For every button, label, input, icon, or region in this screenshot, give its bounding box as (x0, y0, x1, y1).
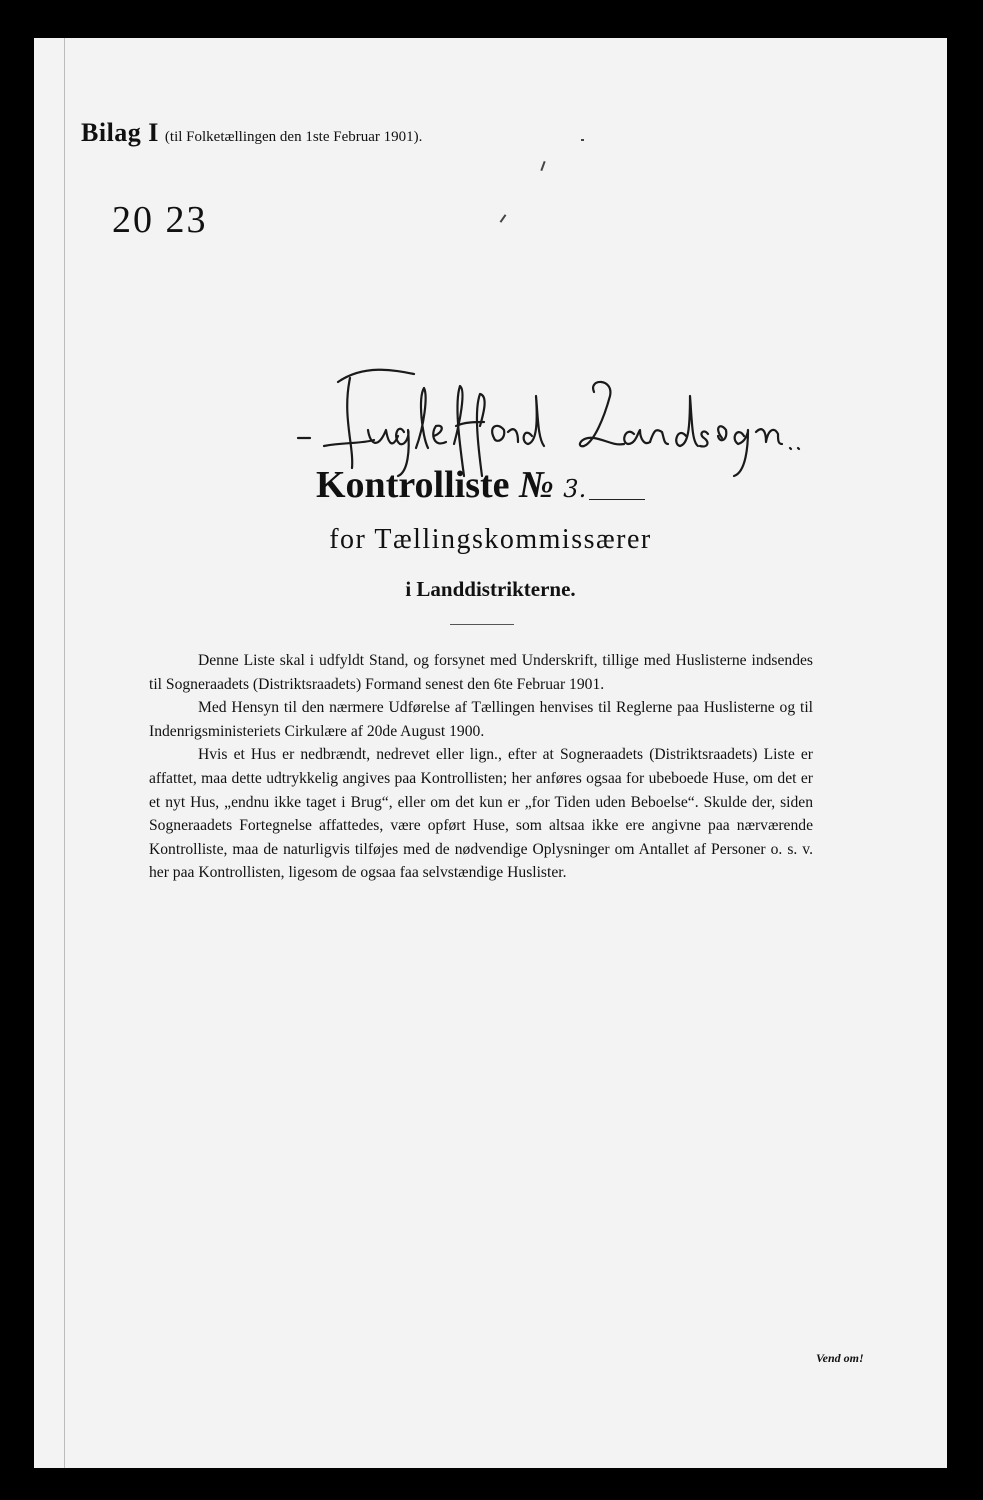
instruction-paragraph: Hvis et Hus er nedbrændt, nedrevet eller lign., efter at Sogneraadets (Distriktsraadets) Liste er affattet, maa dette udtrykkelig angives paa Kontrollisten; her anføres ogsaa for ubeboede Huse, om det er et nyt Hus, „endnu ikke taget i Brug“, eller om det kun er „for Tiden uden Beboelse“. Skulde der, siden Sogneraadets Fortegnelse affattedes, være opført Huse, som altsaa ikke ere angivne paa nærværende Kontrolliste, maa de naturligvis tilføjes med de nødvendige Oplysninger om Antallet af Personer o. s. v. her paa Kontrollisten, ligesom de ogsaa faa selvstændige Huslister. (149, 746, 813, 882)
bilag-header (81, 118, 422, 148)
scan-speck (540, 161, 545, 171)
page-margin-line (64, 38, 65, 1468)
scan-speck (500, 214, 507, 223)
section-divider (450, 624, 514, 625)
title-text: Kontrolliste (316, 464, 510, 506)
instructions-text (149, 649, 813, 885)
bilag-note: (til Folketællingen den 1ste Februar 1901). (164, 129, 423, 145)
scan-speck (581, 139, 584, 141)
title-handwritten-number: 3. (563, 475, 587, 503)
subtitle-secondary: i Landdistrikterne. (405, 577, 576, 601)
handwritten-place-name (294, 326, 814, 486)
title-fill-line (589, 499, 645, 500)
page-title (316, 463, 586, 507)
subtitle: for Tællingskommissærer (329, 524, 652, 555)
bilag-label: Bilag I (81, 118, 159, 147)
turn-over-note: Vend om! (816, 1351, 864, 1365)
document-number: 20 23 (112, 199, 208, 241)
instruction-paragraph: Denne Liste skal i udfyldt Stand, og forsynet med Underskrift, tillige med Huslisterne indsendes til Sogneraadets (Distriktsraadets) Formand senest den 6te Februar 1901. (149, 652, 813, 693)
document-page (34, 38, 947, 1468)
instruction-paragraph: Med Hensyn til den nærmere Udførelse af Tællingen henvises til Reglerne paa Huslisterne og til Indenrigsministeriets Cirkulære af 20de August 1900. (149, 699, 813, 740)
number-sign: № (519, 464, 554, 506)
